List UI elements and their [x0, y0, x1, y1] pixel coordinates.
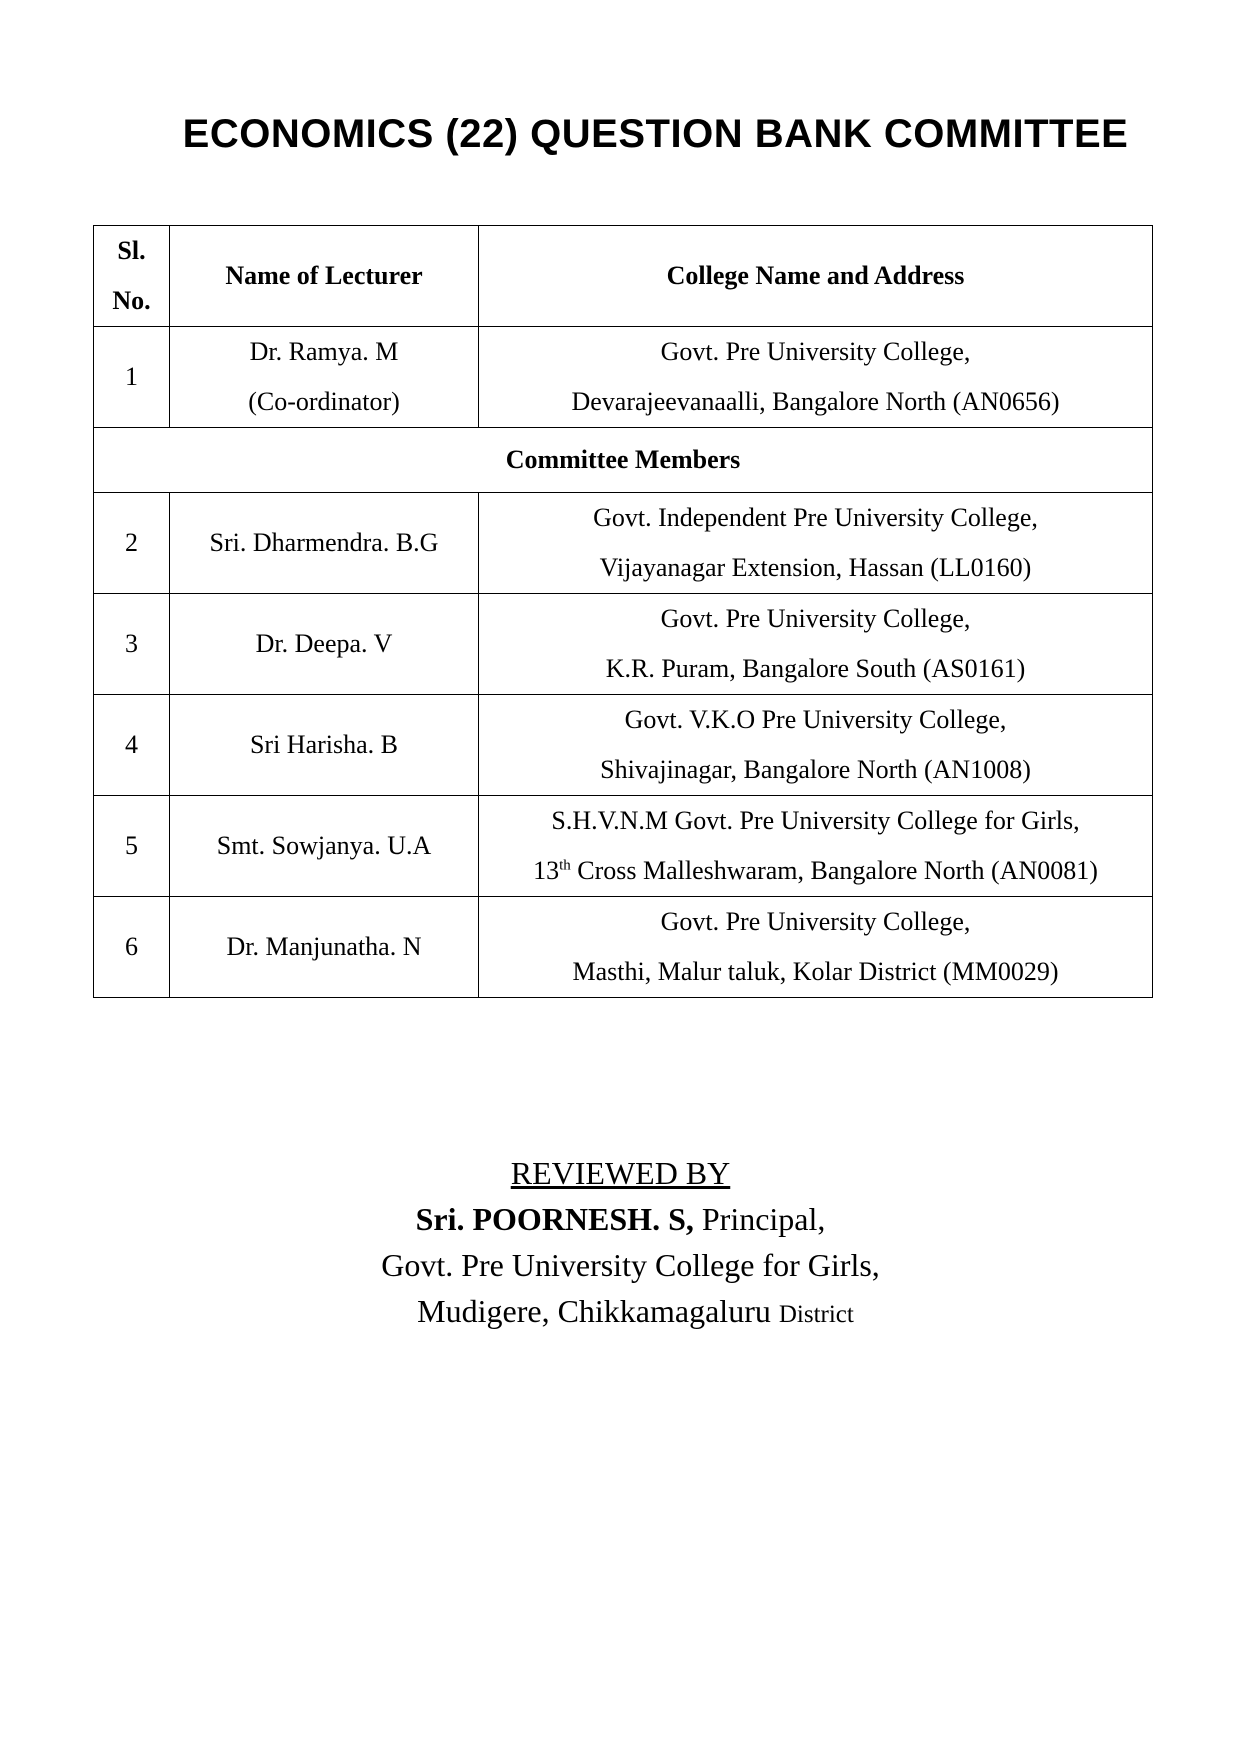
header-sl-line1: Sl. [117, 236, 146, 265]
row-college-line2-rest: Cross Malleshwaram, Bangalore North (AN0081) [570, 856, 1098, 885]
row-sl: 6 [94, 897, 170, 998]
row-college [479, 897, 1153, 998]
row-name: Sri. Dharmendra. B.G [170, 493, 479, 594]
committee-table [93, 225, 1153, 998]
row-name: Dr. Deepa. V [170, 594, 479, 695]
reviewer-line [0, 1196, 1241, 1242]
row-college-line1: Govt. V.K.O Pre University College, [624, 705, 1007, 734]
row-sl: 2 [94, 493, 170, 594]
row-college-line1: Govt. Independent Pre University College, [593, 503, 1038, 532]
reviewed-by-heading-text: REVIEWED BY [510, 1155, 731, 1191]
row-name: Dr. Manjunatha. N [170, 897, 479, 998]
coordinator-name-line1: Dr. Ramya. M [249, 337, 399, 366]
header-name: Name of Lecturer [170, 226, 479, 327]
table-row-coordinator [94, 327, 1153, 428]
coordinator-name [170, 327, 479, 428]
row-college-line2: K.R. Puram, Bangalore South (AS0161) [605, 654, 1026, 683]
reviewer-role: Principal, [693, 1201, 826, 1237]
table-row [94, 796, 1153, 897]
table-row [94, 897, 1153, 998]
row-college-line2: Vijayanagar Extension, Hassan (LL0160) [599, 553, 1032, 582]
row-college-line1: Govt. Pre University College, [660, 907, 971, 936]
page-title [0, 112, 1241, 157]
reviewer-college-text: Govt. Pre University College for Girls, [381, 1247, 880, 1283]
row-sl: 4 [94, 695, 170, 796]
row-college-line1: S.H.V.N.M Govt. Pre University College for Girls, [551, 806, 1080, 835]
coordinator-sl: 1 [94, 327, 170, 428]
row-college [479, 493, 1153, 594]
reviewer-district: District [778, 1301, 854, 1328]
table-row [94, 493, 1153, 594]
reviewer-place-line [0, 1288, 1241, 1338]
header-sl-line2: No. [112, 286, 151, 315]
row-college [479, 594, 1153, 695]
row-college [479, 796, 1153, 897]
coordinator-college [479, 327, 1153, 428]
row-college-line2 [485, 846, 1146, 896]
reviewer-college [0, 1242, 1241, 1288]
reviewed-by-section [0, 1150, 1241, 1338]
coordinator-name-line2: (Co-ordinator) [248, 387, 400, 416]
row-college-cross-number: 13 [533, 856, 560, 885]
page-title-text: ECONOMICS (22) QUESTION BANK COMMITTEE [182, 112, 1129, 156]
row-college-line1: Govt. Pre University College, [660, 604, 971, 633]
header-sl-no [94, 226, 170, 327]
reviewer-name: Sri. POORNESH. S, [415, 1201, 694, 1237]
row-sl: 5 [94, 796, 170, 897]
reviewer-place: Mudigere, Chikkamagaluru [417, 1293, 779, 1329]
coordinator-college-line1: Govt. Pre University College, [660, 337, 971, 366]
committee-members-heading: Committee Members [94, 428, 1153, 493]
table-header-row [94, 226, 1153, 327]
table-row [94, 695, 1153, 796]
row-college [479, 695, 1153, 796]
row-name: Smt. Sowjanya. U.A [170, 796, 479, 897]
row-sl: 3 [94, 594, 170, 695]
row-college-line2: Masthi, Malur taluk, Kolar District (MM0029) [572, 957, 1059, 986]
header-college: College Name and Address [479, 226, 1153, 327]
reviewed-by-heading [0, 1150, 1241, 1196]
row-college-ordinal-suffix: th [559, 857, 571, 874]
row-college-line2: Shivajinagar, Bangalore North (AN1008) [600, 755, 1031, 784]
coordinator-college-line2: Devarajeevanaalli, Bangalore North (AN0656) [571, 387, 1060, 416]
table-row [94, 594, 1153, 695]
row-name: Sri Harisha. B [170, 695, 479, 796]
members-heading-row [94, 428, 1153, 493]
